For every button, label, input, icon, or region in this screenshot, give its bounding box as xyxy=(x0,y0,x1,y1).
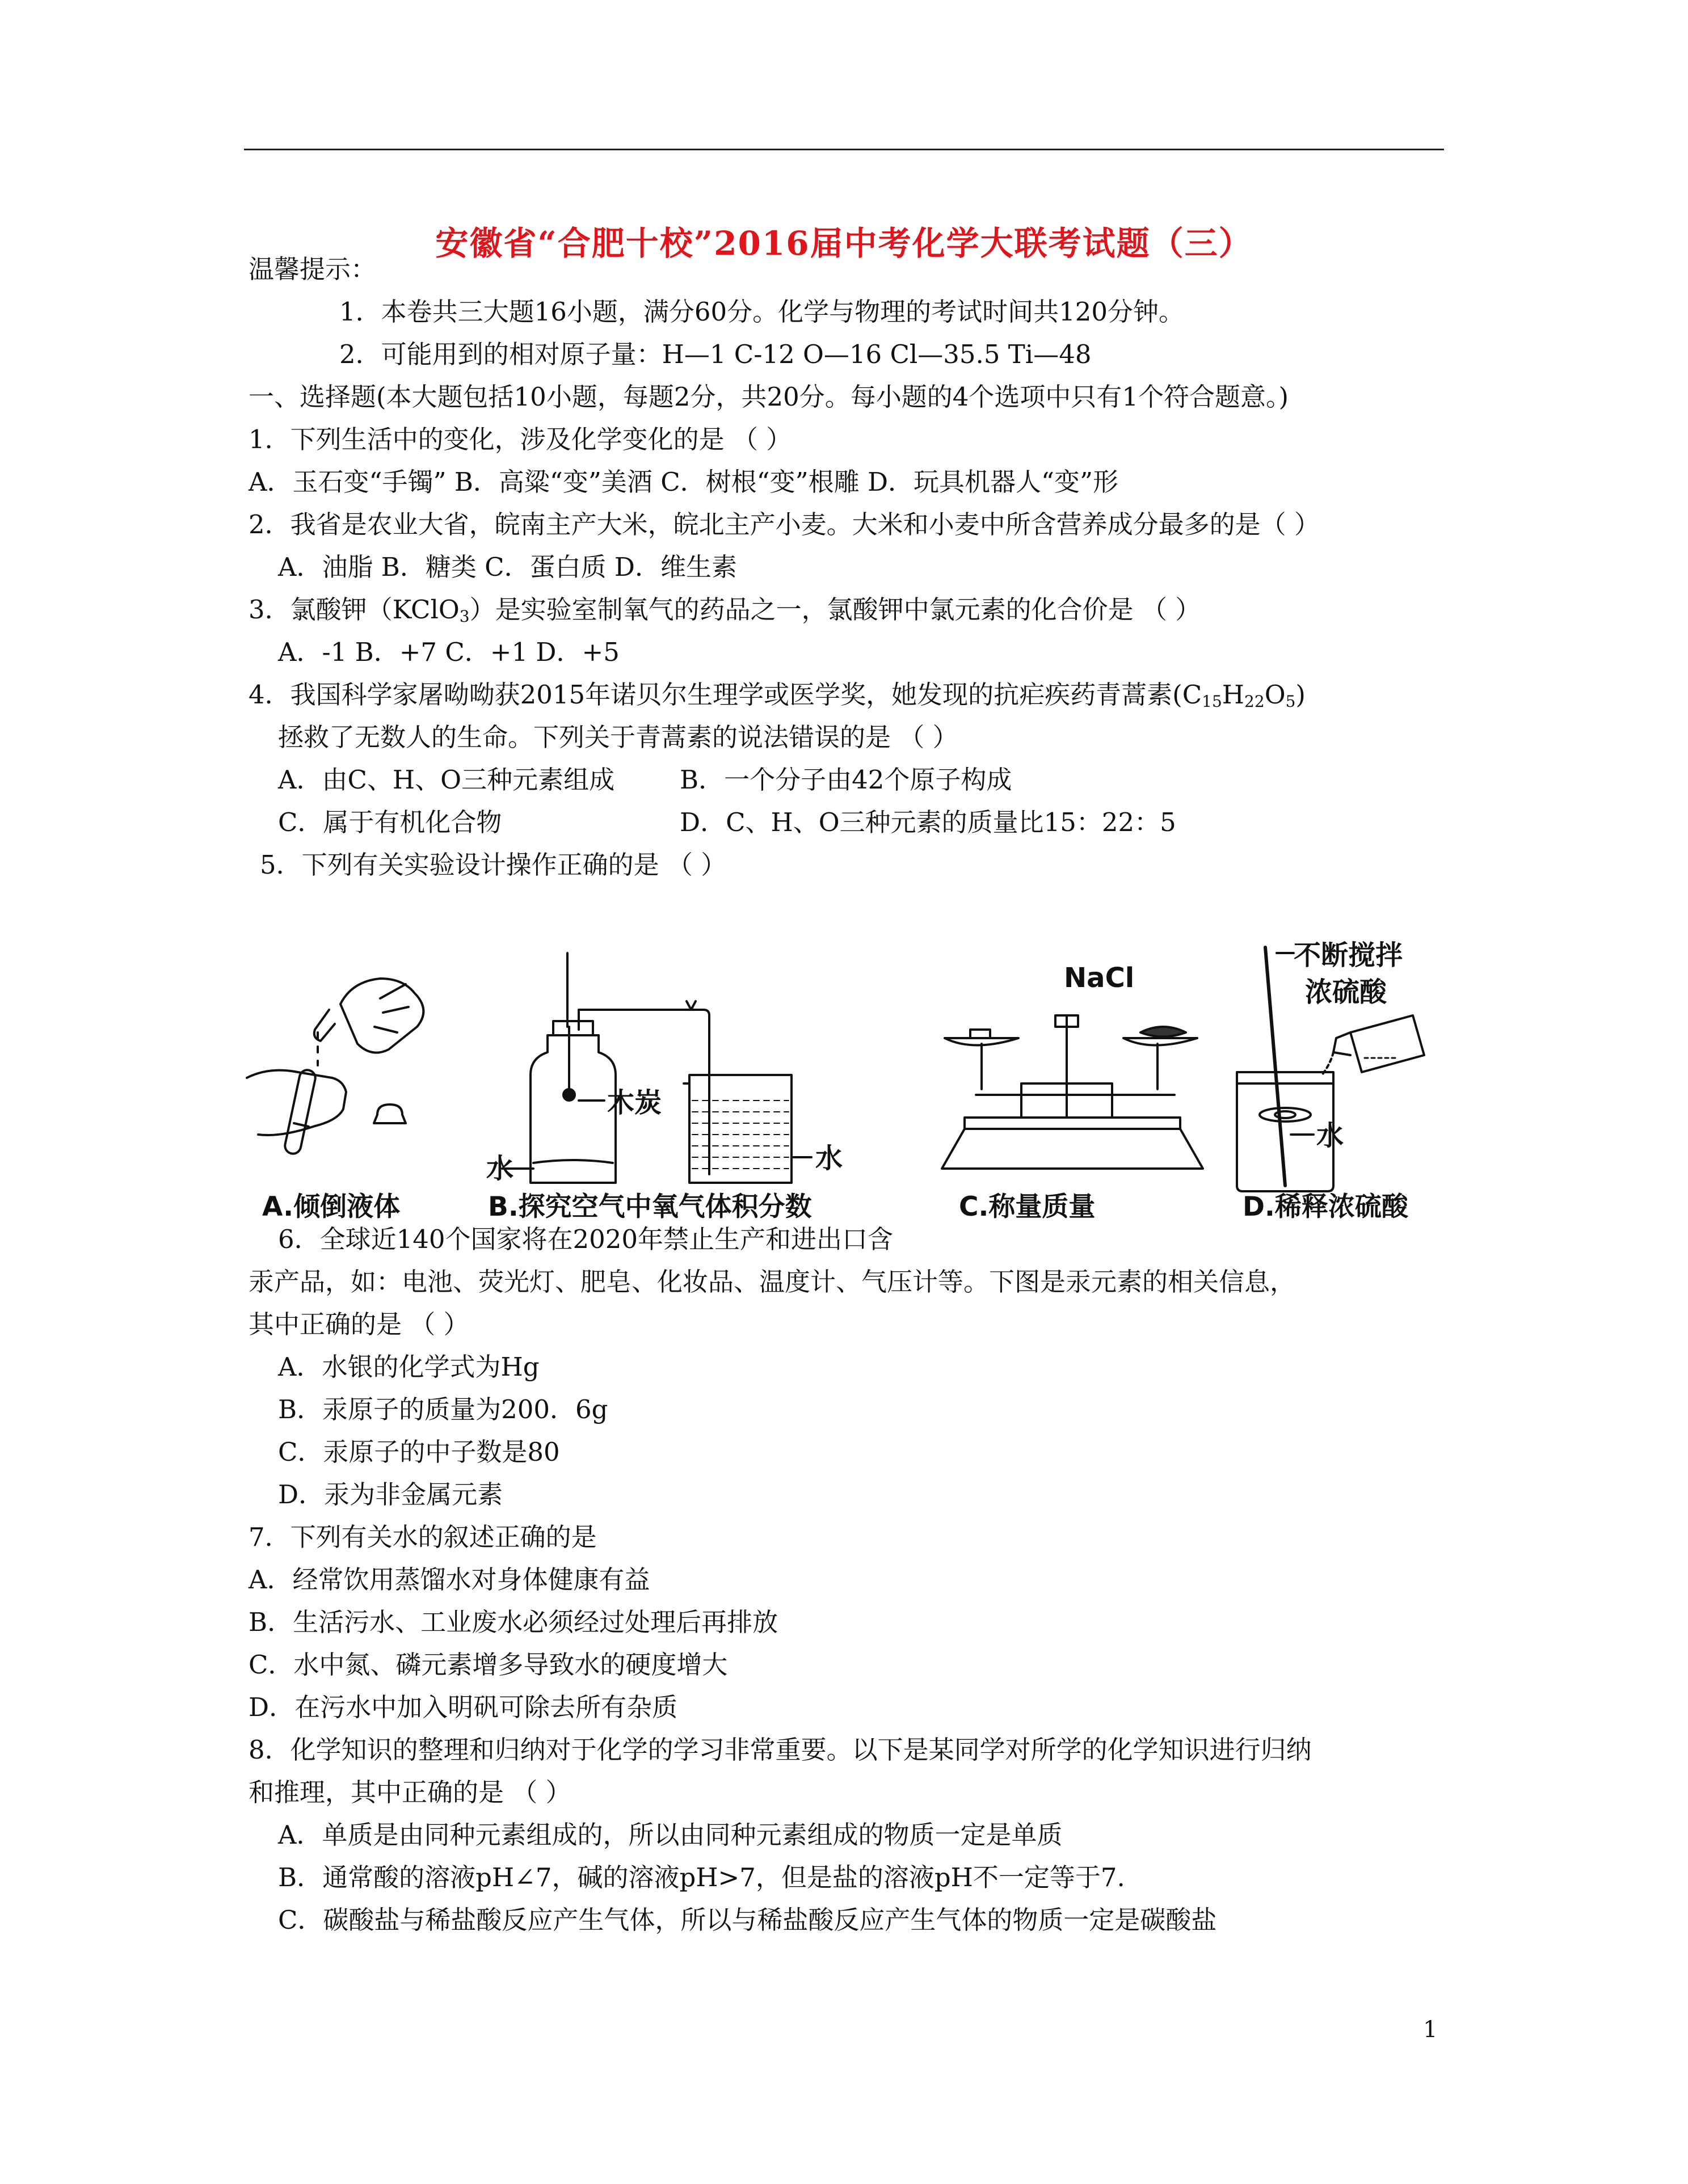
q8-option-a: A．单质是由同种元素组成的，所以由同种元素组成的物质一定是单质 xyxy=(278,1820,1063,1850)
q8-stem-line1: 8．化学知识的整理和归纳对于化学的学习非常重要。以下是某同学对所学的化学知识进行归纳 xyxy=(249,1735,1312,1765)
tip-2: 2．可能用到的相对原子量：H—1 C-12 O—16 Cl—35.5 Ti—48 xyxy=(339,339,1092,369)
caption-c: C.称量质量 xyxy=(959,1191,1096,1222)
water-label-right: 水 xyxy=(815,1142,843,1174)
q6-option-c: C．汞原子的中子数是80 xyxy=(278,1437,560,1467)
header-rule xyxy=(244,149,1444,150)
water-label-left: 水 xyxy=(486,1153,514,1184)
tip-1: 1．本卷共三大题16小题，满分60分。化学与物理的考试时间共120分钟。 xyxy=(339,297,1185,327)
q6-stem-line3: 其中正确的是 （ ） xyxy=(249,1309,469,1339)
q7-option-a: A．经常饮用蒸馏水对身体健康有益 xyxy=(249,1565,650,1595)
q4-stem-line1: 4．我国科学家屠呦呦获2015年诺贝尔生理学或医学奖，她发现的抗疟疾药青蒿素$(C_{15}H_{22}O_5)$ xyxy=(249,680,1306,711)
q6-option-b: B．汞原子的质量为200．6g xyxy=(278,1394,608,1424)
nacl-label: NaCl xyxy=(1064,962,1135,994)
q7-option-d: D．在污水中加入明矾可除去所有杂质 xyxy=(249,1692,678,1722)
stir-label: 不断搅拌 xyxy=(1294,939,1403,971)
q5-stem: 5．下列有关实验设计操作正确的是 （ ） xyxy=(260,850,727,880)
q2-options: A．油脂 B．糖类 C．蛋白质 D．维生素 xyxy=(278,552,737,582)
q1-options: A．玉石变“手镯” B．高粱“变”美酒 C．树根“变”根雕 D．玩具机器人“变”形 xyxy=(249,467,1119,497)
q4-option-c: C．属于有机化合物 xyxy=(278,807,502,837)
q7-stem: 7．下列有关水的叙述正确的是 xyxy=(249,1522,597,1552)
q8-stem-line2: 和推理，其中正确的是 （ ） xyxy=(249,1777,571,1807)
q6-stem-line1: 6．全球近140个国家将在2020年禁止生产和进出口含 xyxy=(278,1224,894,1254)
q1-stem: 1．下列生活中的变化，涉及化学变化的是 （ ） xyxy=(249,424,792,454)
oxygen-volume-apparatus xyxy=(502,953,811,1183)
charcoal-label: 木炭 xyxy=(607,1087,662,1119)
q7-option-b: B．生活污水、工业废水必须经过处理后再排放 xyxy=(249,1607,778,1637)
q7-option-c: C．水中氮、磷元素增多导致水的硬度增大 xyxy=(249,1650,728,1680)
q4-option-d: D．C、H、O三种元素的质量比15：22：5 xyxy=(680,807,1176,837)
tips-heading: 温馨提示： xyxy=(249,254,377,284)
q4-stem-line2: 拯救了无数人的生命。下列关于青蒿素的说法错误的是 （ ） xyxy=(278,722,958,752)
q3-options: A．-1 B．+7 C．+1 D．+5 xyxy=(278,637,620,667)
q4-option-a: A．由C、H、O三种元素组成 xyxy=(278,765,615,795)
page-title: 安徽省“合肥十校”2016届中考化学大联考试题（三） xyxy=(435,224,1253,263)
q3-stem: 3．氯酸钾（KClO$_3$）是实验室制氧气的药品之一，氯酸钾中氯元素的化合价是 （ ） xyxy=(249,595,1201,626)
acid-label: 浓硫酸 xyxy=(1305,976,1387,1008)
balance-illustration xyxy=(942,1015,1203,1169)
q4-option-b: B．一个分子由42个原子构成 xyxy=(680,765,1012,795)
water-label-d: 水 xyxy=(1316,1120,1344,1152)
q6-option-d: D．汞为非金属元素 xyxy=(278,1479,503,1510)
section-heading: 一、选择题(本大题包括10小题，每题2分，共20分。每小题的4个选项中只有1个符合题意。) xyxy=(249,382,1289,412)
q2-stem: 2．我省是农业大省，皖南主产大米，皖北主产小麦。大米和小麦中所含营养成分最多的是（ ） xyxy=(249,509,1320,539)
q6-stem-line2: 汞产品，如：电池、荧光灯、肥皂、化妆品、温度计、气压计等。下图是汞元素的相关信息， xyxy=(249,1267,1296,1297)
pouring-liquid-illustration xyxy=(247,979,423,1155)
caption-b: B.探究空气中氧气体积分数 xyxy=(488,1191,812,1222)
q6-option-a: A．水银的化学式为Hg xyxy=(278,1352,540,1382)
q8-option-c: C．碳酸盐与稀盐酸反应产生气体，所以与稀盐酸反应产生气体的物质一定是碳酸盐 xyxy=(278,1905,1217,1935)
page-number: 1 xyxy=(1423,2017,1438,2043)
caption-a: A.倾倒液体 xyxy=(262,1191,401,1222)
q8-option-b: B．通常酸的溶液pH∠7，碱的溶液pH>7，但是盐的溶液pH不一定等于7. xyxy=(278,1862,1125,1892)
caption-d: D.稀释浓硫酸 xyxy=(1243,1191,1408,1222)
